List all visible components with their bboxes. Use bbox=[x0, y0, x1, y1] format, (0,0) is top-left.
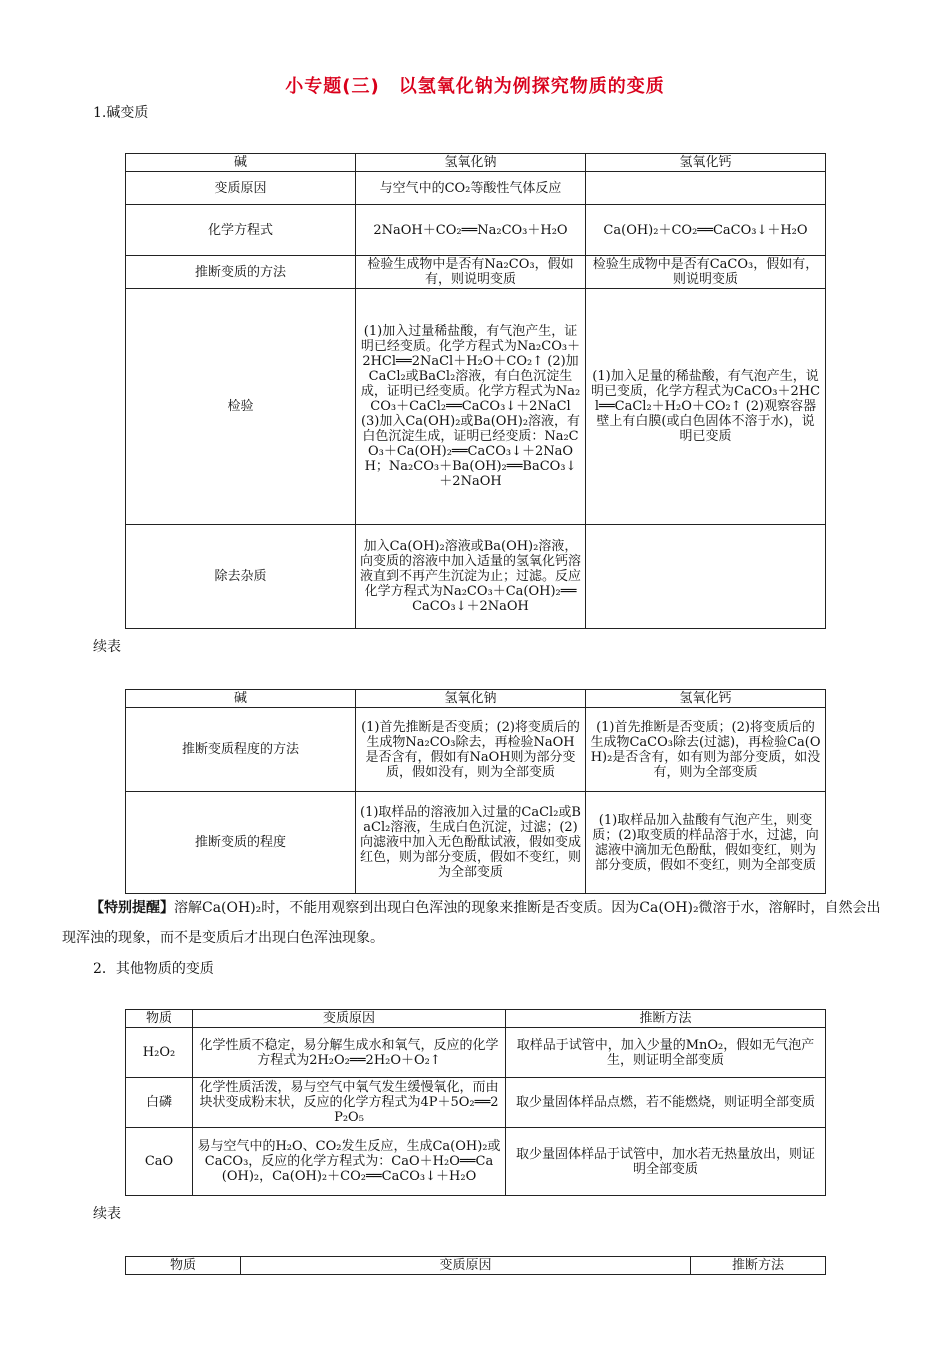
table-row bbox=[126, 256, 826, 289]
substance-cell: 白磷 bbox=[126, 1078, 193, 1128]
table-header-row bbox=[126, 154, 826, 172]
row-label: 推断变质程度的方法 bbox=[126, 708, 356, 792]
caoh-cell: (1)取样品加入盐酸有气泡产生，则变质；(2)取变质的样品溶于水，过滤，向滤液中滴加无色酚酞，假如变红，则为部分变质，假如不变红，则为全部变质 bbox=[586, 792, 826, 894]
table-row bbox=[126, 289, 826, 525]
header-cell: 变质原因 bbox=[241, 1257, 691, 1275]
table-header-row bbox=[126, 1010, 826, 1028]
reminder-text: 溶解Ca(OH)₂时，不能用观察到出现白色浑浊的现象来推断是否变质。因为Ca(OH)₂微溶于水，溶解时，自然会出现浑浊的现象，而不是变质后才出现白色浑浊现象。 bbox=[62, 900, 881, 946]
table-header-row bbox=[126, 1257, 826, 1275]
table-row bbox=[126, 1078, 826, 1128]
row-label: 变质原因 bbox=[126, 172, 356, 205]
method-cell: 取样品于试管中，加入少量的MnO₂，假如无气泡产生，则证明全部变质 bbox=[506, 1028, 826, 1078]
table-other-substances bbox=[125, 1009, 826, 1196]
table-header-row bbox=[126, 690, 826, 708]
naoh-cell: 检验生成物中是否有Na₂CO₃，假如有，则说明变质 bbox=[356, 256, 586, 289]
row-label: 推断变质的方法 bbox=[126, 256, 356, 289]
substance-cell: H₂O₂ bbox=[126, 1028, 193, 1078]
caoh-cell: Ca(OH)₂＋CO₂══CaCO₃↓＋H₂O bbox=[586, 205, 826, 256]
table-row bbox=[126, 205, 826, 256]
caoh-cell: (1)首先推断是否变质；(2)将变质后的生成物CaCO₃除去(过滤)，再检验Ca(OH)₂是否含有，如有则为部分变质，如没有，则为全部变质 bbox=[586, 708, 826, 792]
table-base-deterioration bbox=[125, 153, 826, 629]
naoh-cell: 2NaOH＋CO₂══Na₂CO₃＋H₂O bbox=[356, 205, 586, 256]
naoh-cell: (1)取样品的溶液加入过量的CaCl₂或BaCl₂溶液，生成白色沉淀，过滤；(2)向滤液中加入无色酚酞试液，假如变成红色，则为部分变质，假如不变红，则为全部变质 bbox=[356, 792, 586, 894]
caoh-cell: (1)加入足量的稀盐酸，有气泡产生，说明已变质，化学方程式为CaCO₃＋2HCl══CaCl₂＋H₂O＋CO₂↑ (2)观察容器壁上有白膜(或白色固体不溶于水)，说明已变质 bbox=[586, 289, 826, 525]
substance-cell: CaO bbox=[126, 1128, 193, 1196]
page-title: 小专题(三) 以氢氧化钠为例探究物质的变质 bbox=[285, 76, 665, 97]
header-cell: 氢氧化钙 bbox=[586, 690, 826, 708]
header-cell: 氢氧化钙 bbox=[586, 154, 826, 172]
table-row bbox=[126, 708, 826, 792]
reminder-label: 【特别提醒】 bbox=[90, 900, 174, 916]
table-row bbox=[126, 792, 826, 894]
caoh-cell bbox=[586, 525, 826, 629]
reason-cell: 化学性质不稳定，易分解生成水和氧气，反应的化学方程式为2H₂O₂══2H₂O＋O₂↑ bbox=[193, 1028, 506, 1078]
naoh-cell: (1)加入过量稀盐酸，有气泡产生，证明已经变质。化学方程式为Na₂CO₃＋2HCl══2NaCl＋H₂O＋CO₂↑ (2)加CaCl₂或BaCl₂溶液，有白色沉淀生成，证明已经变质。化学方程式为Na₂CO₃＋CaCl₂══CaCO₃↓＋2NaCl (3)加入Ca(OH)₂或Ba(OH)₂溶液，有白色沉淀生成，证明已经变质：Na₂CO₃＋Ca(OH)₂══CaCO₃↓＋2NaOH；Na₂CO₃＋Ba(OH)₂══BaCO₃↓＋2NaOH bbox=[356, 289, 586, 525]
row-label: 除去杂质 bbox=[126, 525, 356, 629]
table-row bbox=[126, 525, 826, 629]
header-cell: 氢氧化钠 bbox=[356, 154, 586, 172]
naoh-cell: 加入Ca(OH)₂溶液或Ba(OH)₂溶液，向变质的溶液中加入适量的氢氧化钙溶液直到不再产生沉淀为止；过滤。反应化学方程式为Na₂CO₃＋Ca(OH)₂══CaCO₃↓＋2NaOH bbox=[356, 525, 586, 629]
table-row bbox=[126, 1128, 826, 1196]
table-other-substances-continued bbox=[125, 1256, 826, 1275]
section-heading-other-substances: 2．其他物质的变质 bbox=[93, 961, 214, 977]
header-cell: 碱 bbox=[126, 154, 356, 172]
header-cell: 变质原因 bbox=[193, 1010, 506, 1028]
reason-cell: 易与空气中的H₂O、CO₂发生反应，生成Ca(OH)₂或CaCO₃，反应的化学方程式为：CaO＋H₂O══Ca(OH)₂，Ca(OH)₂＋CO₂══CaCO₃↓＋H₂O bbox=[193, 1128, 506, 1196]
header-cell: 物质 bbox=[126, 1257, 241, 1275]
header-cell: 推断方法 bbox=[691, 1257, 826, 1275]
table-row bbox=[126, 172, 826, 205]
caoh-cell bbox=[586, 172, 826, 205]
row-label: 检验 bbox=[126, 289, 356, 525]
header-cell: 物质 bbox=[126, 1010, 193, 1028]
reason-cell: 化学性质活泼，易与空气中氧气发生缓慢氧化，而由块状变成粉末状，反应的化学方程式为4P＋5O₂══2P₂O₅ bbox=[193, 1078, 506, 1128]
row-label: 推断变质的程度 bbox=[126, 792, 356, 894]
header-cell: 碱 bbox=[126, 690, 356, 708]
naoh-cell: (1)首先推断是否变质；(2)将变质后的生成物Na₂CO₃除去，再检验NaOH是否含有，假如有NaOH则为部分变质，假如没有，则为全部变质 bbox=[356, 708, 586, 792]
table-row bbox=[126, 1028, 826, 1078]
method-cell: 取少量固体样品点燃，若不能燃烧，则证明全部变质 bbox=[506, 1078, 826, 1128]
section-heading-base-deterioration: 1.碱变质 bbox=[93, 105, 149, 121]
method-cell: 取少量固体样品于试管中，加水若无热量放出，则证明全部变质 bbox=[506, 1128, 826, 1196]
continued-label: 续表 bbox=[93, 1206, 121, 1222]
header-cell: 氢氧化钠 bbox=[356, 690, 586, 708]
row-label: 化学方程式 bbox=[126, 205, 356, 256]
table-deterioration-degree bbox=[125, 689, 826, 894]
caoh-cell: 检验生成物中是否有CaCO₃，假如有，则说明变质 bbox=[586, 256, 826, 289]
naoh-cell: 与空气中的CO₂等酸性气体反应 bbox=[356, 172, 586, 205]
continued-label: 续表 bbox=[93, 639, 121, 655]
header-cell: 推断方法 bbox=[506, 1010, 826, 1028]
special-reminder bbox=[62, 893, 892, 953]
